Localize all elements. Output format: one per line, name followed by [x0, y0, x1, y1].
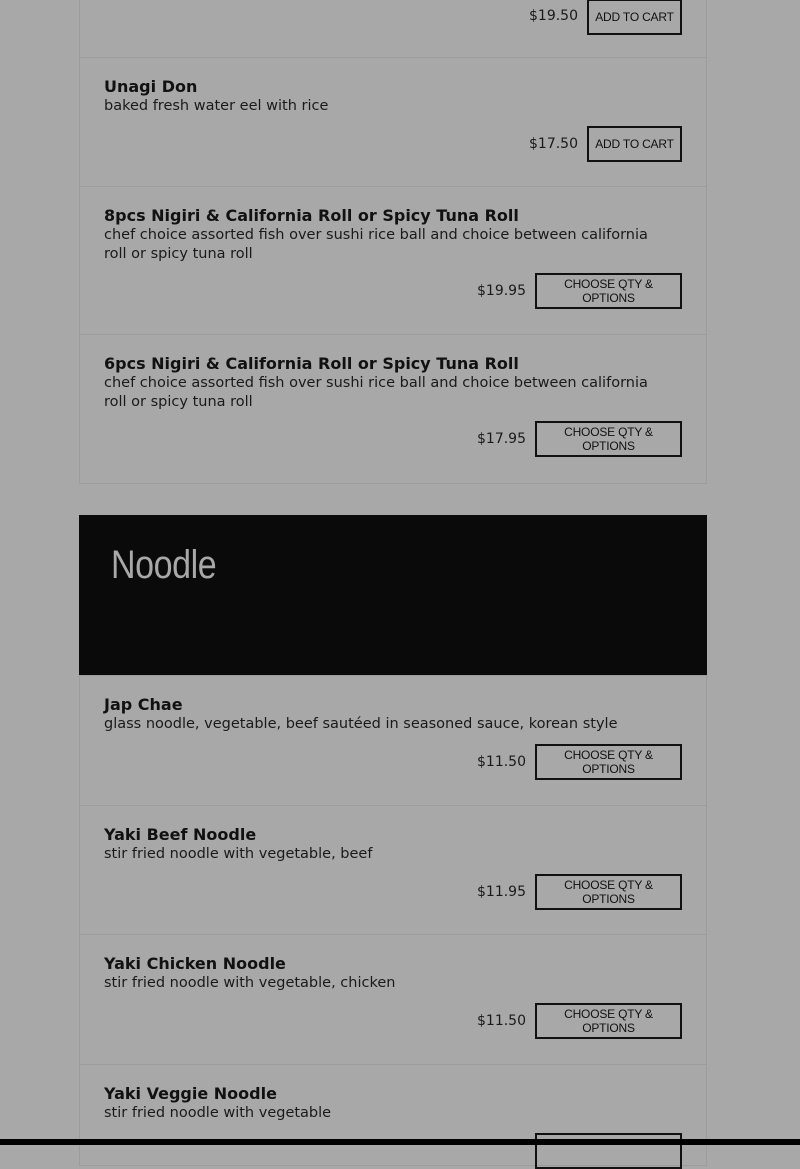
- item-price: $11.50: [477, 1013, 526, 1029]
- add-to-cart-button[interactable]: ADD TO CART: [587, 0, 682, 35]
- item-price: $19.95: [477, 283, 526, 299]
- menu-item-card: [79, 1064, 707, 1166]
- item-description: chef choice assorted fish over sushi rice ball and choice between california roll or spicy tuna roll: [104, 227, 648, 262]
- item-description: baked fresh water eel with rice: [104, 98, 329, 114]
- item-price: $11.95: [477, 884, 526, 900]
- item-description: stir fried noodle with vegetable, chicken: [104, 975, 396, 991]
- item-name: Yaki Chicken Noodle: [104, 954, 286, 973]
- menu-item-card: [79, 805, 707, 936]
- item-name: Yaki Beef Noodle: [104, 825, 257, 844]
- menu-item-card: [79, 334, 707, 484]
- choose-options-button[interactable]: CHOOSE QTY & OPTIONS: [535, 744, 682, 780]
- item-price: $19.50: [529, 8, 578, 24]
- choose-options-button[interactable]: CHOOSE QTY & OPTIONS: [535, 273, 682, 309]
- item-description: glass noodle, vegetable, beef sautéed in seasoned sauce, korean style: [104, 716, 618, 732]
- menu-item-card: [79, 186, 707, 336]
- item-description: stir fried noodle with vegetable: [104, 1105, 332, 1121]
- item-price: $17.95: [477, 431, 526, 447]
- section-header-noodle: [79, 515, 707, 675]
- bottom-bar: [0, 1139, 800, 1145]
- section-title: Noodle: [111, 543, 217, 587]
- item-name: 6pcs Nigiri & California Roll or Spicy Tuna Roll: [104, 354, 519, 373]
- item-price: $17.50: [529, 136, 578, 152]
- item-price: $11.50: [477, 754, 526, 770]
- choose-options-button[interactable]: CHOOSE QTY & OPTIONS: [535, 874, 682, 910]
- menu-item-card: [79, 675, 707, 807]
- menu-item-card: [79, 57, 707, 188]
- item-description: chef choice assorted fish over sushi rice ball and choice between california roll or spicy tuna roll: [104, 375, 648, 410]
- item-description: stir fried noodle with vegetable, beef: [104, 846, 373, 862]
- item-name: Yaki Veggie Noodle: [104, 1084, 277, 1103]
- item-name: 8pcs Nigiri & California Roll or Spicy Tuna Roll: [104, 206, 519, 225]
- item-name: Unagi Don: [104, 77, 198, 96]
- add-to-cart-button[interactable]: ADD TO CART: [587, 126, 682, 162]
- menu-item-card: [79, 934, 707, 1066]
- choose-options-button[interactable]: CHOOSE QTY & OPTIONS: [535, 1003, 682, 1039]
- menu-item-card: [79, 0, 707, 59]
- choose-options-button[interactable]: CHOOSE QTY & OPTIONS: [535, 421, 682, 457]
- item-name: Jap Chae: [104, 695, 183, 714]
